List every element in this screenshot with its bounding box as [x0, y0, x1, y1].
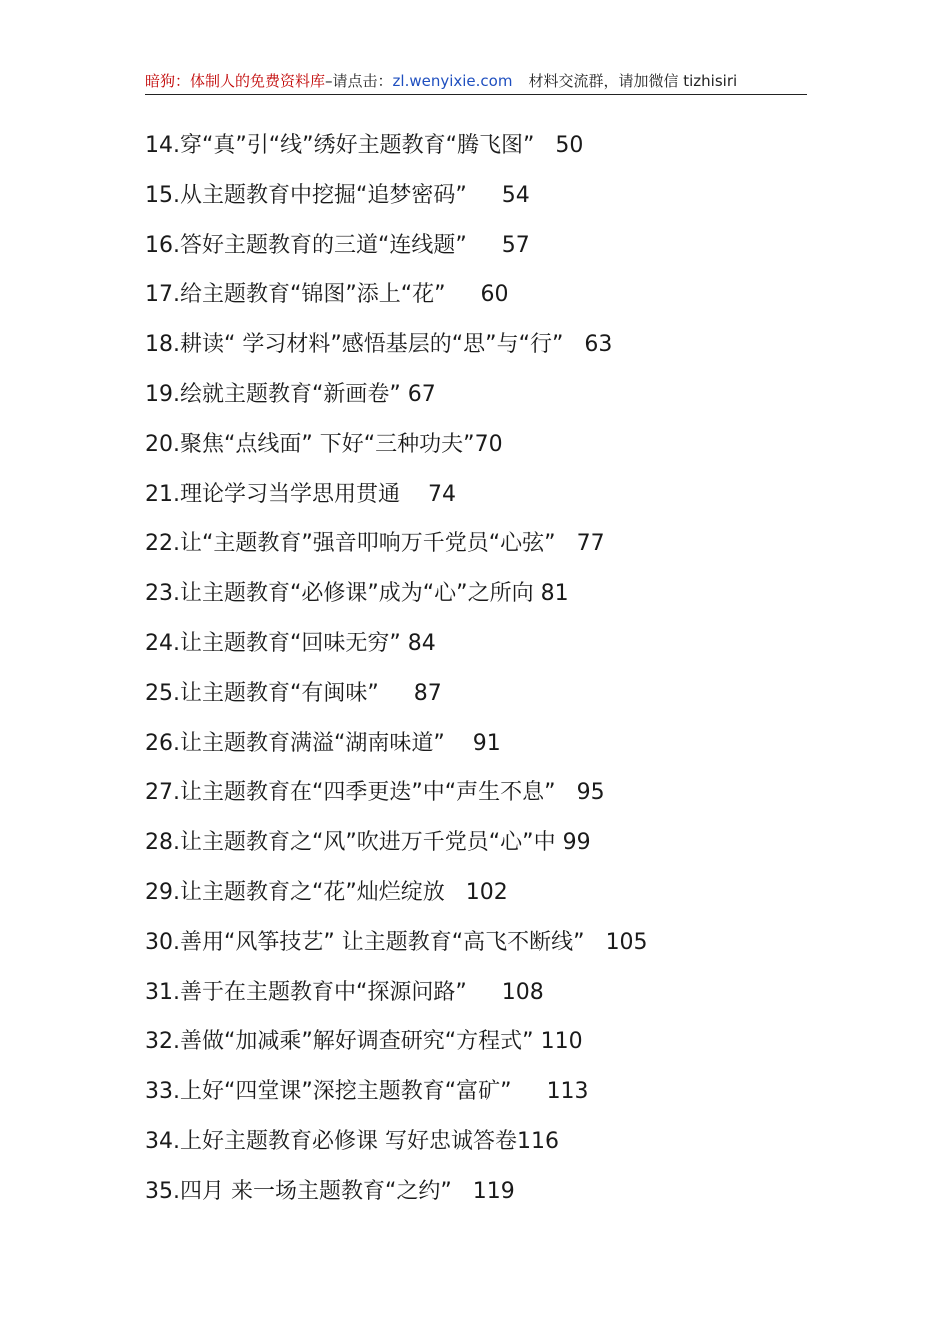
toc-entry-page: 116: [516, 1128, 559, 1154]
header-brand: 暗狗：体制人的免费资料库: [145, 72, 326, 90]
toc-entry-page: 99: [562, 830, 591, 856]
toc-entry-gap: [400, 482, 428, 507]
toc-entry-gap: [467, 183, 502, 208]
toc-entry-title: 34.上好主题教育必修课 写好忠诚答卷: [145, 1128, 517, 1154]
toc-entry-title: 19.绘就主题教育“新画卷”: [145, 381, 401, 407]
toc-entry-title: 20.聚焦“点线面” 下好“三种功夫”: [145, 431, 475, 457]
toc-entry-title: 28.让主题教育之“风”吹进万千党员“心”中: [145, 830, 556, 856]
toc-list: [145, 126, 648, 1222]
toc-entry-gap: [556, 531, 577, 556]
toc-entry-page: 105: [605, 929, 648, 955]
toc-entry-title: 33.上好“四堂课”深挖主题教育“富矿”: [145, 1079, 512, 1105]
toc-entry-gap: [401, 382, 408, 407]
toc-entry[interactable]: [145, 375, 648, 425]
toc-entry[interactable]: [145, 425, 648, 475]
toc-entry-title: 26.让主题教育满溢“湖南味道”: [145, 730, 445, 756]
toc-entry-gap: [467, 980, 502, 1005]
toc-entry-gap: [379, 681, 414, 706]
toc-entry-page: 110: [540, 1029, 583, 1055]
toc-entry[interactable]: [145, 176, 648, 226]
toc-entry[interactable]: [145, 524, 648, 574]
toc-entry-page: 50: [555, 133, 584, 158]
toc-entry-page: 81: [540, 581, 569, 607]
toc-entry-title: 14.穿“真”引“线”绣好主题教育“腾飞图”: [145, 133, 535, 158]
toc-entry-page: 70: [474, 431, 503, 457]
toc-entry-page: 91: [472, 730, 501, 756]
toc-entry-title: 17.给主题教育“锦图”添上“花”: [145, 282, 446, 308]
toc-entry-gap: [445, 731, 473, 756]
toc-entry-page: 102: [465, 879, 508, 905]
toc-entry-page: 113: [546, 1079, 589, 1105]
toc-entry-gap: [556, 830, 563, 855]
toc-entry[interactable]: [145, 226, 648, 276]
toc-entry-title: 23.让主题教育“必修课”成为“心”之所向: [145, 581, 534, 607]
toc-entry-gap: [512, 1079, 547, 1104]
toc-entry-title: 25.让主题教育“有闽味”: [145, 680, 379, 706]
toc-entry[interactable]: [145, 674, 648, 724]
toc-entry-gap: [446, 282, 481, 307]
header-prompt: –请点击：: [325, 72, 393, 90]
toc-entry[interactable]: [145, 1122, 648, 1172]
toc-entry-page: 77: [576, 531, 605, 557]
toc-entry[interactable]: [145, 325, 648, 375]
toc-entry-title: 35.四月 来一场主题教育“之约”: [145, 1178, 452, 1204]
toc-entry-page: 119: [472, 1178, 515, 1204]
toc-entry-gap: [452, 1179, 473, 1204]
toc-entry-page: 60: [480, 282, 509, 308]
toc-entry-page: 63: [584, 332, 613, 358]
toc-entry[interactable]: [145, 275, 648, 325]
toc-entry-title: 29.让主题教育之“花”灿烂绽放: [145, 879, 445, 905]
toc-entry[interactable]: [145, 126, 648, 176]
toc-entry-page: 87: [413, 680, 442, 706]
toc-entry[interactable]: [145, 724, 648, 774]
toc-entry-gap: [534, 133, 555, 158]
toc-entry[interactable]: [145, 923, 648, 973]
toc-entry[interactable]: [145, 773, 648, 823]
toc-entry-title: 18.耕读“ 学习材料”感悟基层的“思”与“行”: [145, 332, 564, 358]
toc-entry-page: 74: [427, 481, 456, 507]
toc-entry[interactable]: [145, 1022, 648, 1072]
toc-entry-title: 16.答好主题教育的三道“连线题”: [145, 232, 467, 258]
toc-entry-gap: [534, 1029, 541, 1054]
toc-entry-page: 67: [407, 381, 436, 407]
toc-entry-page: 84: [407, 630, 436, 656]
toc-entry-title: 31.善于在主题教育中“探源问路”: [145, 979, 467, 1005]
toc-entry-title: 32.善做“加减乘”解好调查研究“方程式”: [145, 1029, 534, 1055]
toc-entry-gap: [585, 930, 606, 955]
toc-entry-gap: [445, 880, 466, 905]
page-header: [145, 70, 807, 95]
toc-entry-title: 30.善用“风筝技艺” 让主题教育“高飞不断线”: [145, 929, 585, 955]
toc-entry[interactable]: [145, 1072, 648, 1122]
toc-entry-page: 54: [501, 182, 530, 208]
toc-entry[interactable]: [145, 574, 648, 624]
toc-entry-gap: [563, 332, 584, 357]
toc-entry-gap: [534, 581, 541, 606]
toc-entry-title: 27.让主题教育在“四季更迭”中“声生不息”: [145, 780, 556, 806]
toc-entry-gap: [401, 631, 408, 656]
toc-entry-title: 21.理论学习当学思用贯通: [145, 481, 400, 507]
toc-entry-title: 22.让“主题教育”强音叩响万千党员“心弦”: [145, 531, 556, 557]
toc-entry-page: 108: [501, 979, 544, 1005]
toc-entry[interactable]: [145, 1172, 648, 1222]
toc-entry[interactable]: [145, 624, 648, 674]
toc-entry[interactable]: [145, 873, 648, 923]
toc-entry-page: 57: [501, 232, 530, 258]
toc-entry-gap: [556, 780, 577, 805]
toc-entry-title: 24.让主题教育“回味无穷”: [145, 630, 401, 656]
toc-entry-page: 95: [576, 780, 605, 806]
toc-entry-gap: [467, 233, 502, 258]
header-link[interactable]: zl.wenyixie.com: [392, 72, 513, 90]
toc-entry[interactable]: [145, 973, 648, 1023]
toc-entry[interactable]: [145, 823, 648, 873]
toc-entry[interactable]: [145, 475, 648, 525]
header-wechat: 材料交流群，请加微信 tizhisiri: [528, 72, 738, 90]
toc-entry-title: 15.从主题教育中挖掘“追梦密码”: [145, 182, 467, 208]
